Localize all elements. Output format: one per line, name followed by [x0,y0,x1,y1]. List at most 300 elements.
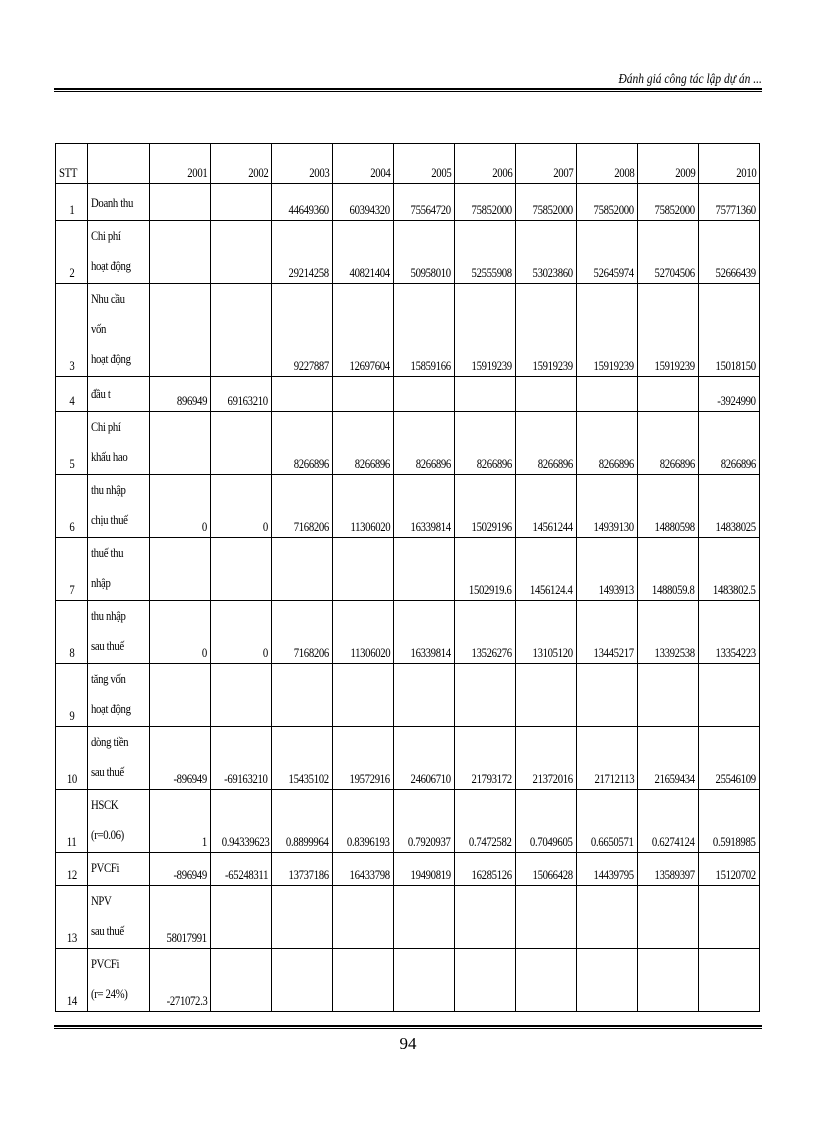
table-cell-text: 21712113 [594,772,634,786]
table-cell [333,949,394,1012]
row-label-text: HSCK (r=0.06) [91,798,124,842]
year-header [577,144,638,184]
row-label [88,412,150,475]
table-cell-text: 0.7472582 [469,835,512,849]
row-number [56,184,88,221]
table-cell [577,853,638,886]
table-cell [394,184,455,221]
table-cell [394,853,455,886]
table-row [56,377,760,412]
table-cell [577,412,638,475]
row-number-text: 8 [68,646,75,660]
table-cell [150,221,211,284]
table-cell [394,475,455,538]
table-cell-text: 15859166 [410,359,451,373]
table-cell [699,284,760,377]
table-cell [455,377,516,412]
year-header-text: 2002 [247,166,268,180]
table-cell [638,377,699,412]
row-number-text: 2 [68,266,75,280]
row-label-text: tăng vốn hoạt động [91,672,131,716]
table-cell [211,853,272,886]
table-cell [150,538,211,601]
table-cell-text: 0.7049605 [530,835,573,849]
row-number-text: 1 [68,203,75,217]
year-header-text: 2001 [186,166,207,180]
row-number [56,886,88,949]
table-cell [211,221,272,284]
table-cell-text: 14561244 [532,520,573,534]
row-label [88,538,150,601]
table-cell [638,184,699,221]
table-cell [150,790,211,853]
table-cell [638,538,699,601]
table-cell [211,412,272,475]
row-number [56,377,88,412]
table-row [56,727,760,790]
row-label-text: Nhu cầu vốn hoạt động [91,292,131,366]
table-cell [516,664,577,727]
table-cell-text: 0.6650571 [591,835,634,849]
table-cell-text: 15066428 [532,868,573,882]
row-number [56,221,88,284]
table-cell-text: 0.8396193 [347,835,390,849]
table-cell [699,664,760,727]
table-cell [333,475,394,538]
table-cell [455,664,516,727]
table-cell-text: 29214258 [288,266,329,280]
table-cell-text: 8266896 [476,457,512,471]
row-label [88,664,150,727]
table-cell-text: 13445217 [593,646,634,660]
table-cell-text: 13392538 [654,646,695,660]
row-number-text: 10 [66,772,77,786]
table-cell-text: 0 [262,520,268,534]
table-cell-text: 75852000 [654,203,695,217]
table-cell [577,790,638,853]
table-cell [150,853,211,886]
table-cell-text: 75564720 [410,203,451,217]
table-cell [455,727,516,790]
table-cell-text: 15435102 [288,772,329,786]
table-cell [699,853,760,886]
table-cell-text: 19572916 [349,772,390,786]
row-number-text: 13 [66,931,77,945]
table-cell-text: 16285126 [471,868,512,882]
row-label-text: đầu t [91,387,111,401]
year-header [394,144,455,184]
table-row [56,601,760,664]
table-cell-text: 53023860 [532,266,573,280]
table-cell [150,184,211,221]
cash-flow-table [55,143,760,1012]
table-cell-text: 14838025 [715,520,756,534]
table-cell [455,949,516,1012]
table-cell-text: 21372016 [532,772,573,786]
table-cell [333,184,394,221]
table-cell-text: 7168206 [293,646,329,660]
row-label-text: thu nhập chịu thuế [91,483,128,527]
table-cell [699,601,760,664]
table-cell-text: 896949 [176,394,207,408]
table-cell-text: 0.8899964 [286,835,329,849]
year-header [516,144,577,184]
table-cell [211,538,272,601]
table-cell [150,727,211,790]
table-cell-text: 50958010 [410,266,451,280]
table-cell-text: 15919239 [471,359,512,373]
table-cell [638,886,699,949]
table-cell [272,538,333,601]
year-header-text: 2007 [552,166,573,180]
table-cell [455,475,516,538]
table-cell-text: 11306020 [350,646,390,660]
row-label-text: Doanh thu [91,196,133,210]
table-cell [577,377,638,412]
table-cell [516,184,577,221]
table-cell [394,284,455,377]
row-label-text: NPV sau thuế [91,894,124,938]
year-header [150,144,211,184]
table-cell-text: -896949 [173,772,207,786]
table-cell-text: 1456124.4 [530,583,573,597]
table-cell [272,475,333,538]
row-number [56,412,88,475]
table-cell [516,538,577,601]
table-cell [699,886,760,949]
table-row [56,284,760,377]
table-cell [577,727,638,790]
table-cell [577,664,638,727]
year-header [272,144,333,184]
table-cell [577,184,638,221]
table-cell-text: 69163210 [227,394,268,408]
table-cell [577,949,638,1012]
row-label [88,886,150,949]
table-cell [394,727,455,790]
table-row [56,949,760,1012]
table-cell [394,538,455,601]
table-cell [272,949,333,1012]
table-cell [577,475,638,538]
table-cell-text: 8266896 [598,457,634,471]
table-cell-text: 60394320 [349,203,390,217]
table-header-row [56,144,760,184]
table-cell [638,853,699,886]
table-cell-text: 13105120 [532,646,573,660]
table-cell [394,601,455,664]
row-number [56,538,88,601]
page-number: 94 [399,1034,417,1053]
table-cell-text: 15919239 [654,359,695,373]
table-cell-text: 8266896 [354,457,390,471]
row-number [56,790,88,853]
table-cell [272,664,333,727]
table-cell [333,853,394,886]
year-header-text: 2005 [430,166,451,180]
table-cell-text: 0.94339623 [221,835,270,849]
table-cell-text: 0.5918985 [713,835,756,849]
table-cell [455,538,516,601]
table-cell-text: 8266896 [659,457,695,471]
table-cell [394,949,455,1012]
table-cell [638,475,699,538]
table-cell [455,853,516,886]
table-cell [455,601,516,664]
table-cell [699,221,760,284]
table-cell [333,538,394,601]
table-cell-text: 7168206 [293,520,329,534]
table-cell [516,853,577,886]
row-number-text: 9 [68,709,75,723]
table-cell-text: 15919239 [532,359,573,373]
table-cell [272,790,333,853]
row-number [56,284,88,377]
row-label [88,601,150,664]
table-cell [638,412,699,475]
year-header-text: 2003 [308,166,329,180]
table-cell-text: 15120702 [715,868,756,882]
table-cell [699,790,760,853]
row-number [56,475,88,538]
table-cell [699,184,760,221]
year-header [455,144,516,184]
label-header [88,144,150,184]
table-row [56,853,760,886]
table-row [56,664,760,727]
table-row [56,184,760,221]
table-cell [272,221,333,284]
table-cell-text: 13526276 [471,646,512,660]
table-cell-text: 8266896 [415,457,451,471]
table-cell-text: 1488059.8 [652,583,695,597]
table-cell [394,412,455,475]
row-label [88,727,150,790]
table-cell-text: 0.7920937 [408,835,451,849]
table-cell-text: 16339814 [410,646,451,660]
table-cell-text: 21659434 [654,772,695,786]
table-cell-text: 52704506 [654,266,695,280]
table-cell [211,949,272,1012]
table-cell [333,886,394,949]
table-cell [638,221,699,284]
year-header-text: 2009 [674,166,695,180]
row-label-text: PVCFi [91,861,120,875]
table-cell-text: 75771360 [715,203,756,217]
table-cell-text: 52645974 [593,266,634,280]
table-cell-text: 1 [201,835,207,849]
table-cell [150,601,211,664]
stt-header [56,144,88,184]
table-cell-text: 0 [262,646,268,660]
table-row [56,475,760,538]
table-cell [577,886,638,949]
row-number-text: 4 [68,394,75,408]
table-cell [150,949,211,1012]
table-cell [211,475,272,538]
table-cell [455,284,516,377]
row-number-text: 3 [68,359,75,373]
table-cell-text: 1493913 [598,583,634,597]
table-cell [516,475,577,538]
table-cell [516,949,577,1012]
table-cell-text: -65248311 [224,868,268,882]
table-cell [333,601,394,664]
table-cell [211,664,272,727]
table-cell-text: 75852000 [532,203,573,217]
table-cell-text: 11306020 [350,520,390,534]
table-cell [272,284,333,377]
table-cell [272,412,333,475]
row-number [56,727,88,790]
row-label-text: thu nhập sau thuế [91,609,126,653]
year-header [211,144,272,184]
row-number [56,853,88,886]
table-cell [638,790,699,853]
table-cell [699,538,760,601]
year-header-text: 2010 [735,166,756,180]
table-cell [516,377,577,412]
table-cell-text: 24606710 [410,772,451,786]
table-cell [699,475,760,538]
table-cell [455,412,516,475]
table-cell-text: 75852000 [593,203,634,217]
table-cell [699,949,760,1012]
row-number [56,949,88,1012]
table-cell-text: 16433798 [349,868,390,882]
stt-header-text: STT [59,166,78,180]
table-cell-text: 52666439 [715,266,756,280]
table-cell-text: -896949 [173,868,207,882]
table-cell [577,538,638,601]
table-cell-text: 8266896 [293,457,329,471]
table-cell [394,377,455,412]
table-cell-text: 44649360 [288,203,329,217]
row-label-text: Chi phí khấu hao [91,420,128,464]
table-cell-text: 58017991 [166,931,207,945]
row-label-text: dòng tiền sau thuế [91,735,129,779]
table-cell [577,221,638,284]
year-header-text: 2004 [369,166,390,180]
table-cell [150,377,211,412]
table-cell-text: -69163210 [224,772,268,786]
table-cell-text: -271072.3 [166,994,207,1008]
table-cell [333,412,394,475]
year-header [638,144,699,184]
table-cell [272,377,333,412]
row-label [88,184,150,221]
table-cell-text: 15029196 [471,520,512,534]
table-cell [394,664,455,727]
row-label [88,221,150,284]
table-cell [333,221,394,284]
table-cell [638,664,699,727]
table-cell [211,377,272,412]
table-cell [272,727,333,790]
row-number-text: 14 [66,994,77,1008]
table-cell [150,475,211,538]
table-cell [455,790,516,853]
table-cell [516,284,577,377]
table-cell [394,221,455,284]
footer-rule [54,1025,762,1029]
table-cell-text: 25546109 [715,772,756,786]
year-header [333,144,394,184]
table-cell [150,284,211,377]
table-cell [699,727,760,790]
header-rule [54,88,762,92]
table-cell [516,886,577,949]
row-label-text: Chi phí hoạt động [91,229,131,273]
table-cell-text: 52555908 [471,266,512,280]
table-cell [394,886,455,949]
table-cell-text: 16339814 [410,520,451,534]
table-cell [516,790,577,853]
table-cell [638,949,699,1012]
table-cell [638,727,699,790]
table-cell [211,284,272,377]
table-cell [516,412,577,475]
table-cell [577,284,638,377]
table-row [56,221,760,284]
table-cell [516,221,577,284]
table-cell [333,790,394,853]
table-cell [150,664,211,727]
table-cell-text: 0 [201,646,207,660]
row-label [88,284,150,377]
row-number-text: 5 [68,457,75,471]
row-label [88,475,150,538]
table-cell-text: 1502919.6 [469,583,512,597]
table-cell [150,412,211,475]
table-cell [699,412,760,475]
row-label [88,853,150,886]
table-cell [272,601,333,664]
table-cell-text: 15919239 [593,359,634,373]
year-header [699,144,760,184]
table-cell-text: 13737186 [288,868,329,882]
table-cell-text: 21793172 [471,772,512,786]
row-number-text: 7 [68,583,75,597]
table-cell [333,284,394,377]
table-cell-text: 19490819 [410,868,451,882]
table-cell-text: 15018150 [715,359,756,373]
table-cell [394,790,455,853]
row-number-text: 6 [68,520,75,534]
year-header-text: 2006 [491,166,512,180]
table-cell [516,727,577,790]
table-cell [638,284,699,377]
table-cell [577,601,638,664]
table-cell [455,221,516,284]
table-cell-text: 14939130 [593,520,634,534]
table-cell [211,886,272,949]
table-cell-text: 9227887 [293,359,329,373]
row-number [56,601,88,664]
table-row [56,538,760,601]
table-cell-text: 0.6274124 [652,835,695,849]
table-cell [211,184,272,221]
row-label-text: PVCFi (r= 24%) [91,957,128,1001]
table-cell [455,886,516,949]
table-cell-text: 12697604 [349,359,390,373]
row-number-text: 11 [66,835,77,849]
table-cell [272,184,333,221]
table-cell-text: 40821404 [349,266,390,280]
row-label [88,790,150,853]
table-cell [638,601,699,664]
table-cell-text: 75852000 [471,203,512,217]
